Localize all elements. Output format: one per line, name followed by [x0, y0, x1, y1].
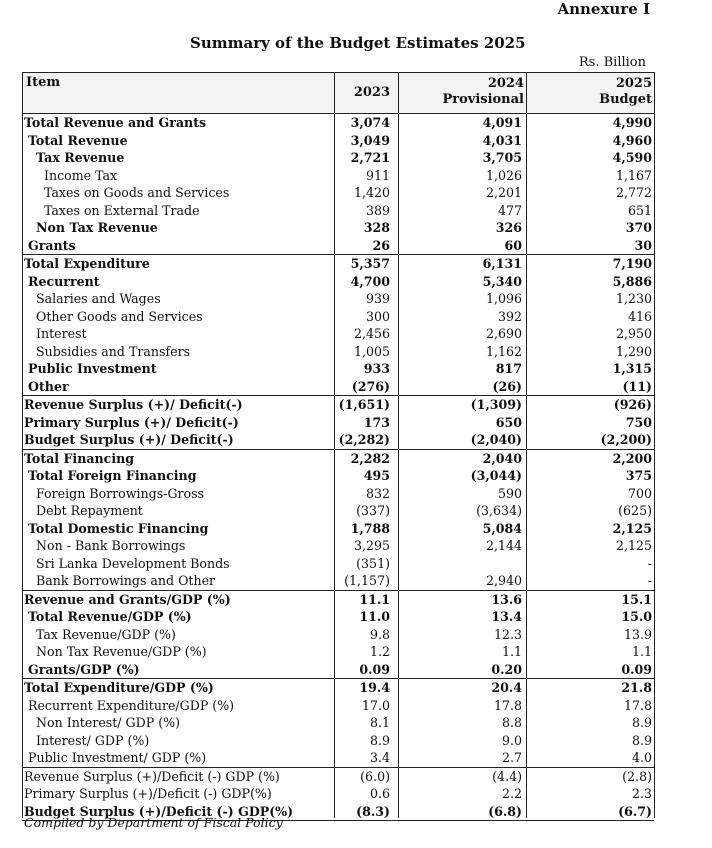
value-2024: 2,201	[485, 185, 522, 200]
table-row	[22, 450, 654, 468]
value-2025: 0.09	[621, 661, 652, 677]
value-2023: 3.4	[369, 750, 390, 765]
header-item: Item	[26, 75, 61, 90]
header-2025-sub: Budget	[599, 92, 652, 107]
value-2023: 2,721	[350, 150, 390, 165]
value-2024: 5,084	[482, 520, 522, 536]
value-2023: 1.2	[369, 644, 390, 659]
value-2024: 17.8	[493, 697, 522, 713]
value-2025: (2,200)	[600, 432, 652, 447]
value-2025: 2,125	[615, 538, 652, 553]
table-row	[22, 537, 654, 555]
value-2023: 911	[365, 167, 390, 183]
value-2024: 13.4	[491, 609, 522, 624]
value-2025: 2,772	[615, 185, 652, 200]
value-2024: 2,940	[485, 573, 522, 588]
value-2025: 4,590	[612, 150, 652, 165]
value-2024: 13.6	[491, 591, 522, 607]
value-2024: 2.2	[501, 786, 522, 801]
value-2023: 2,282	[350, 450, 390, 466]
source-footnote: Compiled by Department of Fiscal Policy	[24, 815, 283, 830]
row-label: Recurrent	[28, 273, 100, 289]
table-row	[22, 219, 654, 237]
row-label: Non Interest/ GDP (%)	[36, 715, 180, 730]
row-label: Taxes on Goods and Services	[44, 185, 230, 200]
value-2023: (2,282)	[338, 432, 390, 447]
value-2025: (926)	[613, 397, 652, 412]
value-2023: 19.4	[359, 680, 390, 695]
header-2023: 2023	[353, 85, 390, 100]
value-2024: 817	[495, 361, 522, 376]
value-2025: 1,230	[615, 291, 652, 306]
value-2025: 750	[625, 414, 652, 430]
value-2024: 8.8	[501, 715, 522, 730]
value-2023: 11.1	[359, 591, 390, 607]
table-row	[22, 360, 654, 378]
value-2024: 6,131	[482, 256, 522, 271]
value-2025: 700	[627, 485, 652, 501]
value-2024: 5,340	[482, 273, 522, 289]
value-2025: 13.9	[623, 626, 652, 642]
row-label: Total Foreign Financing	[28, 468, 197, 483]
row-label: Sri Lanka Development Bonds	[36, 555, 230, 571]
value-2024: (4.4)	[492, 768, 522, 784]
table-row	[22, 749, 654, 768]
row-label: Total Revenue/GDP (%)	[28, 609, 192, 624]
row-label: Primary Surplus (+)/ Deficit(-)	[24, 414, 239, 430]
value-2024: 60	[504, 237, 522, 253]
value-2023: 3,074	[350, 115, 390, 130]
value-2025: (11)	[622, 378, 652, 394]
row-label: Tax Revenue/GDP (%)	[36, 626, 176, 642]
row-label: Budget Surplus (+)/ Deficit(-)	[24, 432, 234, 447]
header-2025-year: 2025	[615, 76, 652, 91]
value-2024: 2,144	[485, 538, 522, 553]
value-2023: 1,005	[353, 343, 390, 359]
value-2025: 30	[634, 237, 652, 253]
table-row	[22, 785, 654, 803]
row-label: Non - Bank Borrowings	[36, 538, 186, 553]
value-2023: 1,420	[353, 185, 390, 200]
value-2025: 2,950	[615, 326, 652, 341]
table-row	[22, 431, 654, 450]
value-2024: 4,031	[482, 132, 522, 148]
budget-table	[22, 72, 654, 821]
value-2023: 832	[365, 485, 390, 501]
value-2023: 3,049	[350, 132, 390, 148]
value-2023: (6.0)	[360, 768, 390, 784]
value-2023: 495	[363, 468, 390, 483]
table-row	[22, 520, 654, 538]
value-2023: 9.8	[369, 626, 390, 642]
table-row	[22, 485, 654, 503]
value-2025: 375	[625, 468, 652, 483]
value-2023: 8.1	[369, 715, 390, 730]
table-row	[22, 167, 654, 185]
table-row	[22, 643, 654, 661]
table-row	[22, 343, 654, 361]
value-2024: 326	[495, 220, 522, 235]
value-2025: 21.8	[621, 680, 652, 695]
value-2024: 477	[497, 202, 522, 218]
units-label: Rs. Billion	[578, 55, 646, 70]
value-2025: 651	[627, 202, 652, 218]
table-row	[22, 114, 654, 132]
table-row	[22, 591, 654, 609]
row-label: Revenue Surplus (+)/ Deficit(-)	[24, 397, 243, 412]
value-2023: 3,295	[353, 538, 390, 553]
row-label: Debt Repayment	[36, 503, 143, 518]
table-row	[22, 679, 654, 697]
value-2025: 1,167	[615, 167, 652, 183]
row-label: Non Tax Revenue/GDP (%)	[36, 644, 207, 659]
column-divider-2	[398, 72, 399, 818]
value-2024: 590	[497, 485, 522, 501]
value-2025: 4.0	[631, 750, 652, 765]
value-2025: 4,990	[612, 115, 652, 130]
row-label: Non Tax Revenue	[36, 220, 158, 235]
value-2023: (337)	[356, 503, 390, 518]
table-row	[22, 608, 654, 626]
table-row	[22, 555, 654, 573]
value-2023: 939	[365, 291, 390, 306]
header-2024-year: 2024	[487, 76, 524, 91]
row-label: Grants/GDP (%)	[28, 661, 140, 677]
table-row	[22, 572, 654, 591]
annexure-label: Annexure I	[557, 0, 650, 18]
page-title: Summary of the Budget Estimates 2025	[190, 34, 526, 52]
table-row	[22, 714, 654, 732]
value-2024: (3,044)	[470, 468, 522, 483]
value-2025: (2.8)	[622, 768, 652, 784]
value-2023: 8.9	[369, 732, 390, 748]
header-2024	[442, 76, 524, 108]
value-2024: 9.0	[501, 732, 522, 748]
value-2025: 7,190	[612, 256, 652, 271]
value-2023: (1,651)	[338, 397, 390, 412]
row-label: Foreign Borrowings-Gross	[36, 485, 205, 501]
row-label: Primary Surplus (+)/Deficit (-) GDP(%)	[24, 786, 272, 801]
value-2025: 1,315	[612, 361, 652, 376]
table-row	[22, 414, 654, 432]
table-row	[22, 290, 654, 308]
value-2024: (2,040)	[470, 432, 522, 447]
value-2024: 392	[497, 308, 522, 324]
row-label: Total Revenue and Grants	[24, 115, 207, 130]
row-label: Public Investment	[28, 361, 157, 376]
value-2024: 12.3	[493, 626, 522, 642]
table-row	[22, 184, 654, 202]
row-label: Income Tax	[44, 167, 118, 183]
value-2024: 1,026	[485, 167, 522, 183]
row-label: Taxes on External Trade	[44, 202, 200, 218]
value-2025: 416	[627, 308, 652, 324]
value-2025: -	[647, 573, 652, 588]
value-2023: 17.0	[361, 697, 390, 713]
value-2025: 8.9	[631, 715, 652, 730]
value-2024: 4,091	[482, 115, 522, 130]
column-divider-3	[526, 72, 527, 818]
row-label: Salaries and Wages	[36, 291, 161, 306]
row-label: Total Financing	[24, 450, 135, 466]
value-2024: 20.4	[491, 680, 522, 695]
value-2024: (6.8)	[488, 803, 522, 819]
value-2025: 15.1	[621, 591, 652, 607]
value-2025: -	[647, 555, 652, 571]
value-2025: 370	[625, 220, 652, 235]
row-label: Total Revenue	[28, 132, 128, 148]
value-2024: 1,096	[485, 291, 522, 306]
value-2024: (26)	[492, 378, 522, 394]
row-label: Subsidies and Transfers	[36, 343, 191, 359]
row-label: Bank Borrowings and Other	[36, 573, 216, 588]
value-2023: (351)	[356, 555, 390, 571]
table-row	[22, 149, 654, 167]
value-2024: 2,040	[482, 450, 522, 466]
value-2024: 2.7	[501, 750, 522, 765]
value-2025: 15.0	[621, 609, 652, 624]
row-label: Total Expenditure/GDP (%)	[24, 680, 214, 695]
row-label: Revenue and Grants/GDP (%)	[24, 591, 231, 607]
value-2023: 2,456	[353, 326, 390, 341]
value-2023: 1,788	[350, 520, 390, 536]
row-label: Recurrent Expenditure/GDP (%)	[28, 697, 235, 713]
table-row	[22, 132, 654, 150]
header-2025	[570, 76, 652, 108]
table-header	[22, 72, 654, 114]
value-2025: 2,200	[612, 450, 652, 466]
row-label: Budget Surplus (+)/Deficit (-) GDP(%)	[24, 803, 294, 819]
value-2025: 5,886	[612, 273, 652, 289]
row-label: Other	[28, 378, 69, 394]
table-border-right	[654, 72, 655, 818]
table-row	[22, 502, 654, 520]
row-label: Total Domestic Financing	[28, 520, 209, 536]
table-row	[22, 697, 654, 715]
value-2025: 1.1	[631, 644, 652, 659]
table-row	[22, 732, 654, 750]
value-2024: 650	[495, 414, 522, 430]
row-label: Other Goods and Services	[36, 308, 203, 324]
value-2024: 1,162	[485, 343, 522, 359]
value-2025: 8.9	[631, 732, 652, 748]
value-2024: 2,690	[485, 326, 522, 341]
value-2023: 173	[363, 414, 390, 430]
value-2024: (1,309)	[470, 397, 522, 412]
value-2023: 933	[363, 361, 390, 376]
value-2024: 3,705	[482, 150, 522, 165]
table-body	[22, 114, 654, 821]
value-2025: (625)	[618, 503, 652, 518]
value-2023: 26	[372, 237, 390, 253]
table-row	[22, 308, 654, 326]
table-row	[22, 202, 654, 220]
value-2023: 4,700	[350, 273, 390, 289]
value-2023: (1,157)	[344, 573, 390, 588]
table-row	[22, 626, 654, 644]
table-row	[22, 661, 654, 680]
value-2025: 2.3	[631, 786, 652, 801]
row-label: Grants	[28, 237, 76, 253]
value-2023: 0.09	[359, 661, 390, 677]
row-label: Total Expenditure	[24, 256, 150, 271]
row-label: Revenue Surplus (+)/Deficit (-) GDP (%)	[24, 768, 280, 784]
value-2025: 2,125	[612, 520, 652, 536]
value-2025: 1,290	[615, 343, 652, 359]
row-label: Interest/ GDP (%)	[36, 732, 150, 748]
value-2023: 0.6	[369, 786, 390, 801]
value-2023: (276)	[351, 378, 390, 394]
table-row	[22, 467, 654, 485]
value-2024: 1.1	[501, 644, 522, 659]
value-2025: 17.8	[623, 697, 652, 713]
value-2023: (8.3)	[356, 803, 390, 819]
value-2023: 11.0	[359, 609, 390, 624]
value-2023: 5,357	[350, 256, 390, 271]
value-2024: 0.20	[491, 661, 522, 677]
table-row	[22, 255, 654, 273]
value-2023: 389	[365, 202, 390, 218]
table-border-left	[22, 72, 23, 818]
table-row	[22, 396, 654, 414]
table-row	[22, 768, 654, 786]
value-2023: 328	[363, 220, 390, 235]
value-2025: 4,960	[612, 132, 652, 148]
row-label: Interest	[36, 326, 87, 341]
value-2025: (6.7)	[618, 803, 652, 819]
column-divider-1	[334, 72, 335, 818]
header-2024-sub: Provisional	[442, 92, 524, 107]
row-label: Tax Revenue	[36, 150, 125, 165]
row-label: Public Investment/ GDP (%)	[28, 750, 207, 765]
value-2024: (3,634)	[476, 503, 522, 518]
table-row	[22, 237, 654, 256]
table-row	[22, 273, 654, 291]
table-row	[22, 378, 654, 397]
table-row	[22, 325, 654, 343]
value-2023: 300	[365, 308, 390, 324]
